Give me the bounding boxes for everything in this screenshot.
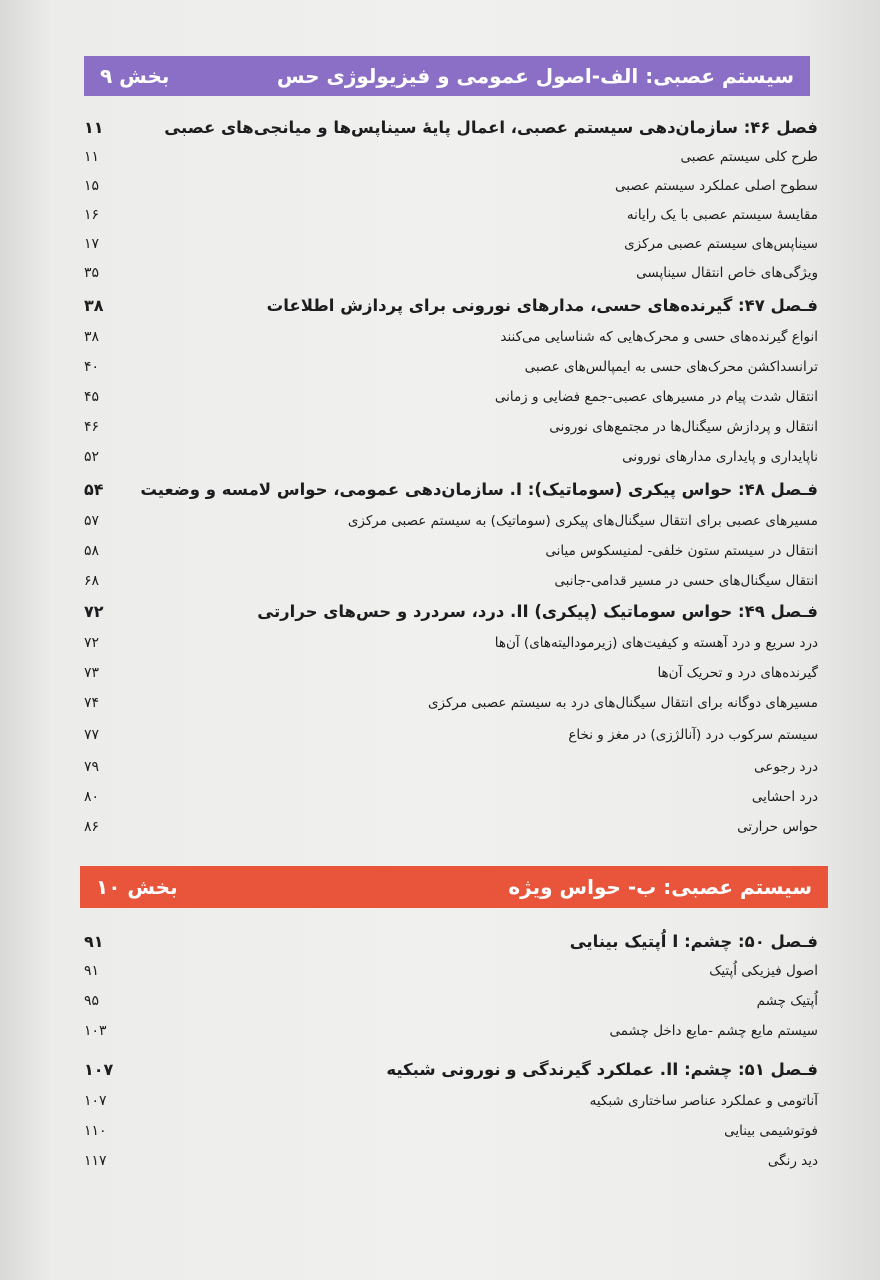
toc-entry-row xyxy=(84,352,818,382)
entry-title: آناتومی و عملکرد عناصر ساختاری شبکیه xyxy=(589,1093,818,1109)
toc-entry-row xyxy=(84,720,818,750)
page-number: ۶۸ xyxy=(84,573,100,589)
page-number: ۱۶ xyxy=(84,207,100,223)
toc-entry-row xyxy=(84,258,818,288)
entry-title: فوتوشیمی بینایی xyxy=(724,1123,818,1139)
toc-entry-row xyxy=(84,142,818,172)
toc-entry-row xyxy=(84,752,818,782)
page-number: ۷۷ xyxy=(84,727,100,743)
section-9-banner xyxy=(84,56,810,96)
toc-entry-row xyxy=(84,658,818,688)
page-number: ۷۳ xyxy=(84,665,100,681)
entry-title: انتقال شدت پیام در مسیرهای عصبی-جمع فضایی و زمانی xyxy=(494,389,818,405)
chapter-heading-row xyxy=(84,926,818,956)
chapter-title: فـصل ۴۸: حواس پیکری (سوماتیک): I. سازمان‌دهی عمومی، حواس لامسه و وضعیت xyxy=(140,479,818,499)
page-number: ۱۰۷ xyxy=(84,1093,107,1109)
entry-title: مسیرهای عصبی برای انتقال سیگنال‌های پیکری (سوماتیک) به سیستم عصبی مرکزی xyxy=(347,513,818,529)
page-number: ۷۴ xyxy=(84,695,100,711)
toc-entry-row xyxy=(84,200,818,230)
page-number: ۴۶ xyxy=(84,419,100,435)
page-number: ۱۷ xyxy=(84,236,100,252)
entry-title: انتقال و پردازش سیگنال‌ها در مجتمع‌های نورونی xyxy=(549,419,818,435)
toc-entry-row xyxy=(84,986,818,1016)
entry-title: ترانسداکشن محرک‌های حسی به ایمپالس‌های عصبی xyxy=(524,359,818,375)
toc-entry-row xyxy=(84,171,818,201)
page-number: ۱۱ xyxy=(84,117,104,137)
page-number: ۳۸ xyxy=(84,329,100,345)
entry-title: انتقال سیگنال‌های حسی در مسیر قدامی-جانبی xyxy=(554,573,818,589)
toc-entry-row xyxy=(84,782,818,812)
page-number: ۸۰ xyxy=(84,789,100,805)
entry-title: درد سریع و درد آهسته و کیفیت‌های (زیرمودالیته‌های) آن‌ها xyxy=(494,635,818,651)
entry-title: سیستم سرکوب درد (آنالژزی) در مغز و نخاع xyxy=(568,727,818,743)
page-number: ۳۸ xyxy=(84,295,104,315)
entry-title: سطوح اصلی عملکرد سیستم عصبی xyxy=(615,178,818,194)
page-number: ۱۱۷ xyxy=(84,1153,107,1169)
page-number: ۱۱ xyxy=(84,149,100,165)
section-10-part-label: بخش ۱۰ xyxy=(96,875,178,899)
entry-title: گیرنده‌های درد و تحریک آن‌ها xyxy=(657,665,818,681)
toc-entry-row xyxy=(84,382,818,412)
toc-entry-row xyxy=(84,566,818,596)
entry-title: طرح کلی سیستم عصبی xyxy=(680,149,818,165)
toc-entry-row xyxy=(84,1116,818,1146)
page-number: ۹۱ xyxy=(84,963,100,979)
page-number: ۵۸ xyxy=(84,543,100,559)
toc-entry-row xyxy=(84,1086,818,1116)
page-number: ۷۲ xyxy=(84,635,100,651)
page-number: ۳۵ xyxy=(84,265,100,281)
chapter-heading-row xyxy=(84,112,818,142)
chapter-title: فـصل ۴۹: حواس سوماتیک (پیکری) II. درد، سردرد و حس‌های حرارتی xyxy=(257,601,818,621)
section-9-part-label: بخش ۹ xyxy=(100,64,170,88)
toc-entry-row xyxy=(84,412,818,442)
chapter-heading-row xyxy=(84,1054,818,1084)
section-9-title: سیستم عصبی: الف-اصول عمومی و فیزیولوژی حس xyxy=(276,64,794,88)
entry-title: سیناپس‌های سیستم عصبی مرکزی xyxy=(624,236,818,252)
page-number: ۴۵ xyxy=(84,389,100,405)
entry-title: دید رنگی xyxy=(767,1153,818,1169)
page-number: ۵۲ xyxy=(84,449,100,465)
section-10-banner xyxy=(80,866,828,908)
toc-entry-row xyxy=(84,1146,818,1176)
entry-title: حواس حرارتی xyxy=(737,819,818,835)
page-number: ۱۱۰ xyxy=(84,1123,107,1139)
page-number: ۵۷ xyxy=(84,513,100,529)
chapter-heading-row xyxy=(84,474,818,504)
entry-title: انتقال در سیستم ستون خلفی- لمنیسکوس میانی xyxy=(545,543,818,559)
chapter-heading-row xyxy=(84,290,818,320)
page-number: ۱۵ xyxy=(84,178,100,194)
page-number: ۸۶ xyxy=(84,819,100,835)
chapter-heading-row xyxy=(84,596,818,626)
toc-entry-row xyxy=(84,442,818,472)
toc-entry-row xyxy=(84,229,818,259)
page-number: ۱۰۷ xyxy=(84,1059,114,1079)
toc-entry-row xyxy=(84,536,818,566)
chapter-title: فـصل ۴۷: گیرنده‌های حسی، مدارهای نورونی برای پردازش اطلاعات xyxy=(266,295,818,315)
chapter-title: فصل ۴۶: سازمان‌دهی سیستم عصبی، اعمال پایهٔ سیناپس‌ها و میانجی‌های عصبی xyxy=(164,117,818,137)
page-number: ۷۹ xyxy=(84,759,100,775)
entry-title: اصول فیزیکی اُپتیک xyxy=(709,963,818,979)
toc-entry-row xyxy=(84,322,818,352)
entry-title: اُپتیک چشم xyxy=(756,993,818,1009)
entry-title: سیستم مایع چشم -مایع داخل چشمی xyxy=(609,1023,818,1039)
entry-title: ویژگی‌های خاص انتقال سیناپسی xyxy=(636,265,818,281)
entry-title: ناپایداری و پایداری مدارهای نورونی xyxy=(622,449,818,465)
toc-entry-row xyxy=(84,628,818,658)
toc-entry-row xyxy=(84,688,818,718)
chapter-title: فـصل ۵۱: چشم: II. عملکرد گیرندگی و نورونی شبکیه xyxy=(386,1059,818,1079)
toc-entry-row xyxy=(84,812,818,842)
page-number: ۱۰۳ xyxy=(84,1023,107,1039)
entry-title: انواع گیرنده‌های حسی و محرک‌هایی که شناسایی می‌کنند xyxy=(500,329,818,345)
entry-title: درد احشایی xyxy=(751,789,818,805)
page-number: ۵۴ xyxy=(84,479,104,499)
page-number: ۹۱ xyxy=(84,931,104,951)
toc-entry-row xyxy=(84,956,818,986)
entry-title: مسیرهای دوگانه برای انتقال سیگنال‌های درد به سیستم عصبی مرکزی xyxy=(427,695,818,711)
page-number: ۴۰ xyxy=(84,359,100,375)
page-number: ۹۵ xyxy=(84,993,100,1009)
section-10-title: سیستم عصبی: ب- حواس ویژه xyxy=(508,875,812,899)
toc-entry-row xyxy=(84,506,818,536)
entry-title: درد رجوعی xyxy=(754,759,818,775)
page-number: ۷۲ xyxy=(84,601,104,621)
chapter-title: فـصل ۵۰: چشم: I اُپتیک بینایی xyxy=(569,931,818,951)
toc-entry-row xyxy=(84,1016,818,1046)
entry-title: مقایسهٔ سیستم عصبی با یک رایانه xyxy=(626,207,818,223)
